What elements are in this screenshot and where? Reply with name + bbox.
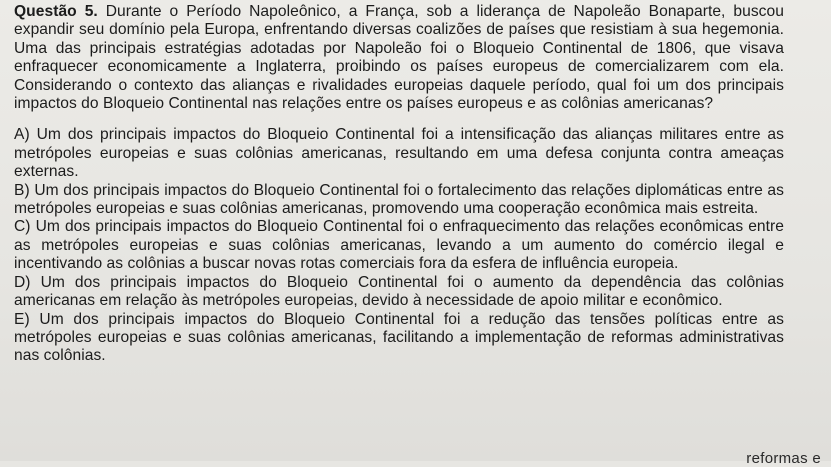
question-text: Durante o Período Napoleônico, a França, sob a liderança de Napoleão Bonaparte, buscou expandir seu domínio pela Europa, enfrentando diversas coalizões de países que resistiam à sua hegemonia. Uma das principais estratégias adotadas por Napoleão foi o Bloqueio Continental de 1806, que visava enfraquecer economicamente a Inglaterra, proibindo os países europeus de comercializarem com ela. Considerando o contexto das alianças e rivalidades europeias daquele período, qual foi um dos principais impactos do Bloqueio Continental nas relações entre os países europeus e as colônias americanas? — [14, 3, 784, 113]
question-block — [14, 3, 784, 366]
option-text: Um dos principais impactos do Bloqueio Continental foi a redução das tensões políticas entre as metrópoles europeias e suas colônias americanas, facilitando a implementação de reformas administrativas nas colônias. — [14, 310, 784, 365]
option-letter: A) — [14, 126, 30, 144]
question-label: Questão 5. — [14, 3, 98, 20]
option-letter: C) — [14, 218, 31, 236]
option-e — [14, 311, 784, 366]
question-stem — [14, 3, 784, 113]
option-d — [14, 274, 784, 311]
option-text: Um dos principais impactos do Bloqueio Continental foi o fortalecimento das relações diplomáticas entre as metrópoles europeias e suas colônias americanas, promovendo uma cooperação econômica mais estreita. — [14, 181, 784, 218]
option-text: Um dos principais impactos do Bloqueio Continental foi a intensificação das alianças militares entre as metrópoles europeias e suas colônias americanas, resultando em uma defesa conjunta contra ameaças externas. — [14, 126, 784, 181]
option-c — [14, 218, 784, 273]
option-letter: E) — [14, 310, 30, 328]
option-letter: B) — [14, 181, 30, 199]
option-text: Um dos principais impactos do Bloqueio Continental foi o enfraquecimento das relações econômicas entre as metrópoles europeias e suas colônias americanas, levando a um aumento do comércio ilegal e incentivando as colônias a buscar novas rotas comerciais fora da esfera de influência europeia. — [14, 218, 784, 273]
option-text: Um dos principais impactos do Bloqueio Continental foi o aumento da dependência das colônias americanas em relação às metrópoles europeias, devido à necessidade de apoio militar e econômico. — [14, 273, 784, 310]
option-a — [14, 126, 784, 181]
option-letter: D) — [14, 273, 31, 291]
cut-off-next-line: reformas e — [746, 450, 821, 467]
option-b — [14, 182, 784, 219]
